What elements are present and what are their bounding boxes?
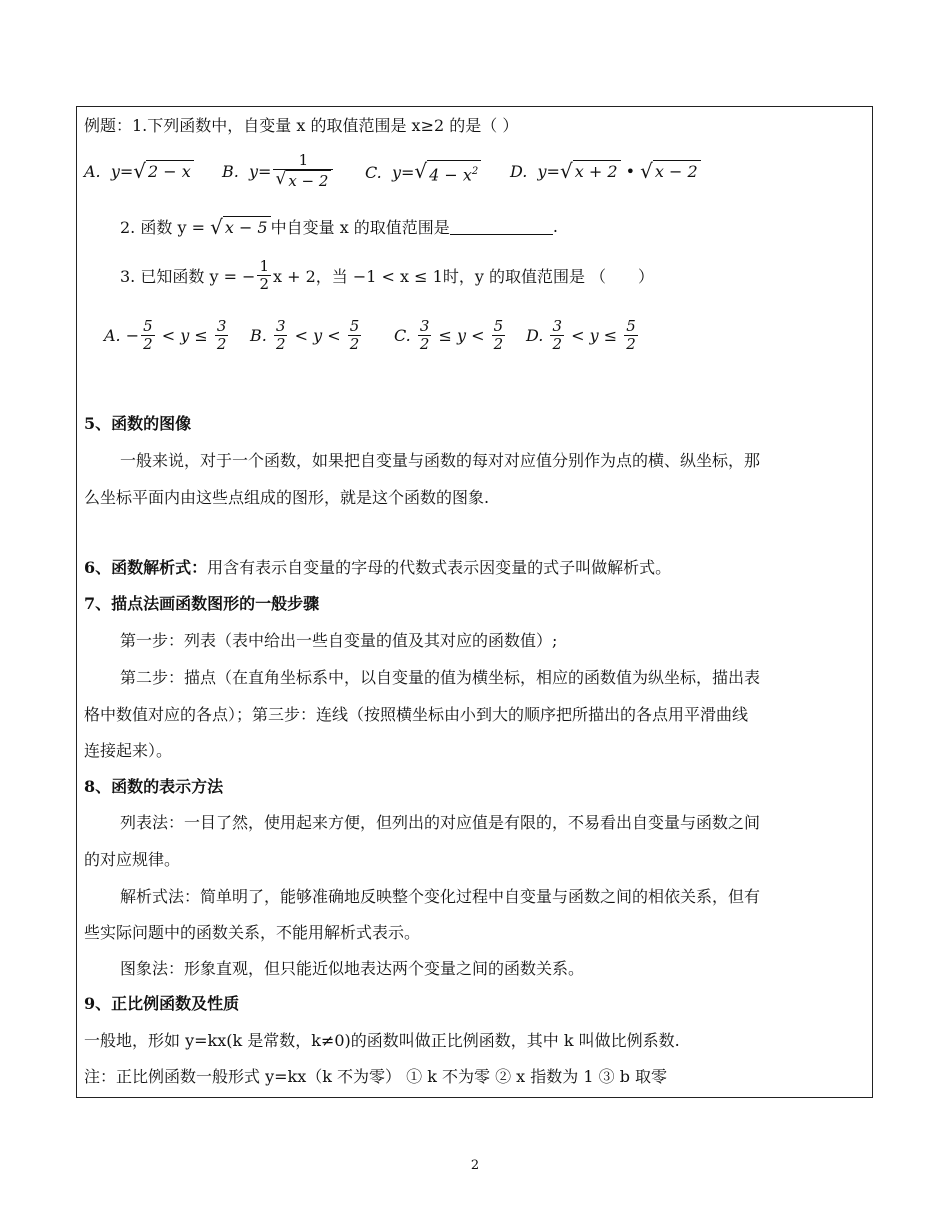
numerator: 5	[626, 317, 636, 335]
example-header: 例题：1.下列函数中，自变量 x 的取值范围是 x≥2 的是（ ）	[84, 116, 519, 135]
denominator: 2	[626, 335, 636, 353]
radicand: x − 2	[653, 160, 701, 182]
radicand: x + 2	[573, 160, 621, 182]
section-7-line-1: 第一步：列表（表中给出一些自变量的值及其对应的函数值）;	[120, 631, 558, 650]
sqrt-expression: √ 2 − x	[133, 160, 194, 182]
option-lhs: y=	[110, 161, 134, 181]
numerator: 3	[275, 317, 286, 335]
section-5-para-2: 么坐标平面内由这些点组成的图形，就是这个函数的图象.	[84, 488, 490, 507]
numerator: 3	[216, 317, 227, 335]
option-lhs: y=	[249, 161, 272, 181]
section-7-line-2: 第二步：描点（在直角坐标系中，以自变量的值为横坐标，相应的函数值为纵坐标，描出表	[120, 668, 761, 687]
numerator: 3	[419, 317, 430, 335]
fraction	[550, 318, 564, 353]
q2-text: 中自变量 x 的取值范围是	[270, 218, 450, 237]
section-8-line-3: 解析式法：简单明了，能够准确地反映整个变化过程中自变量与函数之间的相依关系，但有	[120, 887, 761, 906]
section-8-line-5: 图象法：形象直观，但只能近似地表达两个变量之间的函数关系。	[120, 959, 585, 978]
option-label: A.	[84, 161, 101, 181]
numerator: 3	[552, 317, 562, 335]
option-label: C.	[365, 163, 382, 183]
fraction	[348, 318, 362, 353]
radicand: x − 2	[286, 170, 331, 190]
inequality: < y ≤	[161, 326, 208, 345]
option-label: C.	[394, 326, 411, 345]
sqrt-expression: √ x − 5	[210, 216, 271, 238]
radicand: 2 − x	[146, 160, 194, 182]
q3-option-d	[526, 318, 640, 353]
answer-blank	[450, 218, 553, 235]
section-7-line-4: 连接起来）。	[84, 741, 173, 760]
question-2	[120, 215, 558, 238]
minus-sign: −	[125, 326, 140, 345]
q2-end: .	[552, 217, 558, 236]
page-number: 2	[470, 1158, 480, 1173]
denominator: 2	[552, 335, 562, 353]
q3-option-a	[104, 318, 230, 353]
inequality: ≤ y <	[438, 326, 485, 345]
section-8-line-1: 列表法：一目了然，使用起来方便，但列出的对应值是有限的，不易看出自变量与函数之间	[120, 813, 761, 832]
denominator: 2	[143, 335, 153, 353]
radicand: 4 − x	[429, 165, 472, 185]
section-6	[84, 558, 671, 578]
denominator: 2	[349, 335, 360, 353]
denominator: 2	[493, 335, 504, 353]
q3-text: x + 2，当 −1 < x ≤ 1时，y 的取值范围是 （ ）	[273, 267, 655, 286]
numerator: 1	[298, 151, 309, 169]
multiply-dot: •	[625, 161, 636, 181]
option-label: B.	[250, 326, 267, 345]
option-label: D.	[510, 161, 528, 181]
fraction	[418, 318, 432, 353]
fraction	[257, 258, 271, 293]
section-5-title: 5、函数的图像	[84, 414, 192, 433]
option-label: A.	[104, 326, 121, 345]
fraction	[624, 318, 638, 353]
option-label: D.	[526, 326, 544, 345]
sqrt-expression: √ $4 - x^2$	[414, 160, 481, 185]
section-8-line-4: 些实际问题中的函数关系，不能用解析式表示。	[84, 923, 421, 942]
fraction	[141, 318, 155, 353]
q1-option-a	[84, 160, 194, 182]
option-lhs: y=	[537, 161, 560, 181]
question-3	[120, 258, 654, 293]
section-6-text: 用含有表示自变量的字母的代数式表示因变量的式子叫做解析式。	[207, 558, 672, 577]
exponent: 2	[471, 166, 479, 177]
option-label: B.	[222, 161, 239, 181]
denominator: 2	[275, 335, 286, 353]
fraction	[273, 152, 333, 190]
q1-option-b	[222, 152, 335, 190]
numerator: 1	[259, 257, 270, 275]
q3-prefix: 3. 已知函数 y = −	[120, 267, 256, 286]
q2-prefix: 2. 函数 y =	[120, 218, 205, 237]
sqrt-expression: √ x − 2	[275, 170, 331, 190]
section-9-line-2: 注：正比例函数一般形式 y=kx（k 不为零） ① k 不为零 ② x 指数为 1 ③ b 取零	[84, 1067, 668, 1086]
q3-option-b	[250, 318, 363, 353]
numerator: 5	[143, 317, 153, 335]
sqrt-expression: √ x − 2	[640, 160, 701, 182]
section-6-title: 6、函数解析式：	[84, 558, 208, 577]
sqrt-expression: √ x + 2	[560, 160, 621, 182]
section-7-title: 7、描点法画函数图形的一般步骤	[84, 594, 320, 613]
inequality: < y ≤	[571, 326, 618, 345]
section-7-line-3: 格中数值对应的各点）；第三步：连线（按照横坐标由小到大的顺序把所描出的各点用平滑曲线	[84, 705, 749, 724]
numerator: 5	[349, 317, 360, 335]
radicand: x − 5	[223, 216, 271, 238]
section-9-title: 9、正比例函数及性质	[84, 994, 240, 1013]
option-lhs: y=	[391, 163, 415, 183]
q1-option-d	[510, 160, 701, 182]
section-9-line-1: 一般地，形如 y=kx(k 是常数，k≠0)的函数叫做正比例函数，其中 k 叫做比例系数.	[84, 1031, 680, 1050]
fraction	[274, 318, 288, 353]
section-8-title: 8、函数的表示方法	[84, 777, 224, 796]
section-5-para-1: 一般来说，对于一个函数，如果把自变量与函数的每对对应值分别作为点的横、纵坐标，那	[120, 451, 761, 470]
q3-option-c	[394, 318, 507, 353]
denominator: 2	[216, 335, 227, 353]
section-8-line-2: 的对应规律。	[84, 850, 181, 869]
inequality: < y <	[294, 326, 341, 345]
denominator: 2	[419, 335, 430, 353]
denominator: 2	[259, 275, 270, 293]
numerator: 5	[493, 317, 504, 335]
fraction	[215, 318, 229, 353]
q1-option-c	[365, 160, 481, 185]
fraction	[492, 318, 506, 353]
